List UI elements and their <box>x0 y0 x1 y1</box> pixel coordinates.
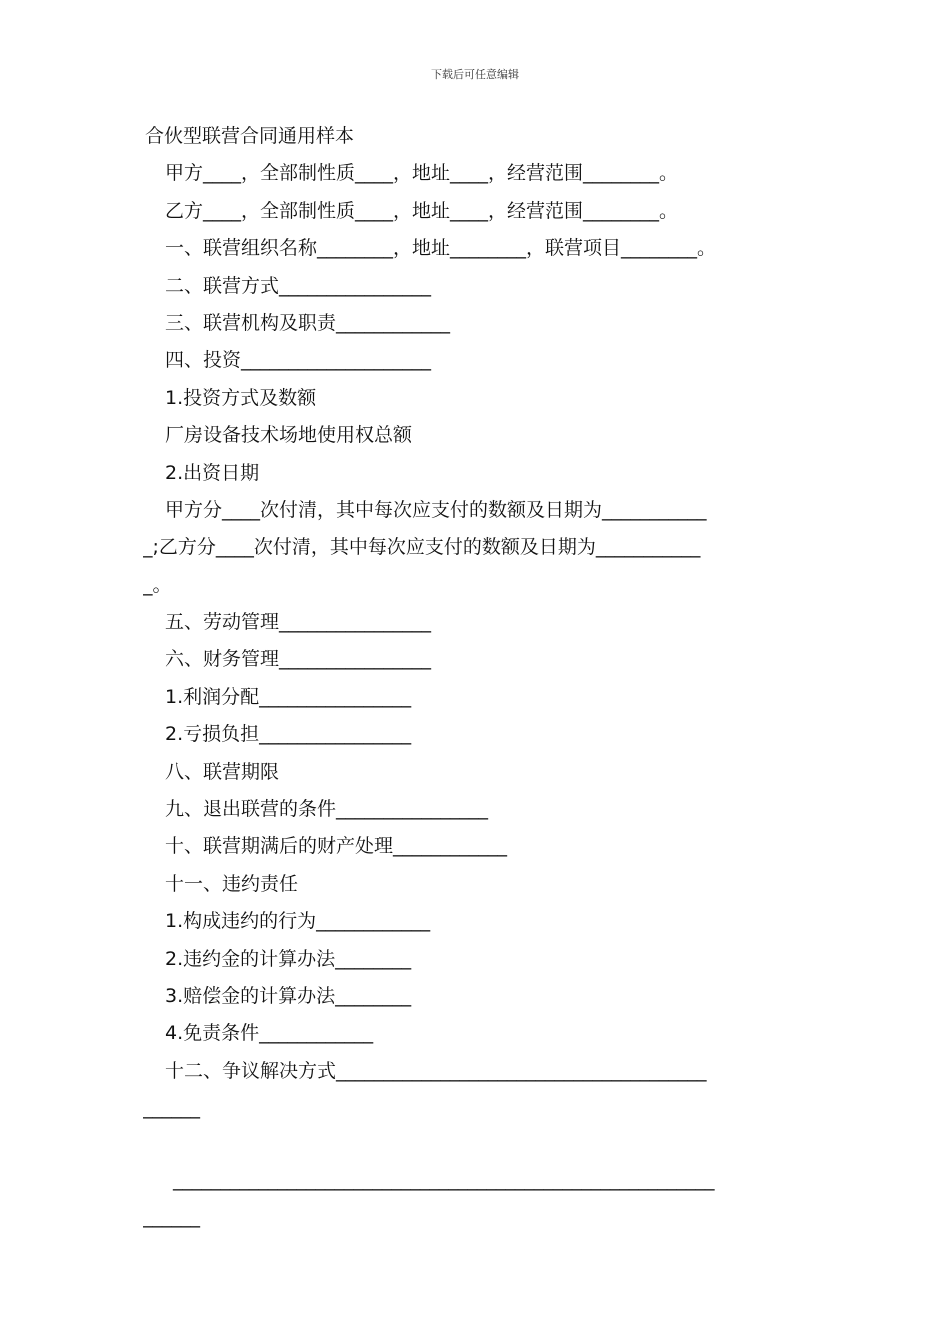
clause-4-1-method-amount: 1.投资方式及数额 <box>165 386 317 409</box>
clause-4-investment: 四、投资____________________ <box>165 349 432 372</box>
clause-6-1-profit: 1.利润分配________________ <box>165 685 412 708</box>
party-b-line: 乙方____，全部制性质____，地址____，经营范围________。 <box>165 199 679 222</box>
clause-6-finance: 六、财务管理________________ <box>165 648 432 671</box>
clause-11-2-penalty: 2.违约金的计算办法________ <box>165 947 412 970</box>
party-a-payment-line: 甲方分____次付清，其中每次应支付的数额及日期为___________ <box>165 498 707 521</box>
clause-12-dispute: 十二、争议解决方式_______________________________________ <box>165 1059 707 1082</box>
clause-3-institution: 三、联营机构及职责____________ <box>165 311 451 334</box>
clause-2-method: 二、联营方式________________ <box>165 274 432 297</box>
spacer <box>143 1128 808 1162</box>
clause-1-organization: 一、联营组织名称________，地址________，联营项目________。 <box>165 237 717 260</box>
payment-line-end: _。 <box>143 573 172 596</box>
clause-9-withdrawal: 九、退出联营的条件________________ <box>165 798 489 821</box>
page-header-note: 下载后可任意编辑 <box>431 68 519 81</box>
clause-5-labor: 五、劳动管理________________ <box>165 611 432 634</box>
party-a-line: 甲方____，全部制性质____，地址____，经营范围________。 <box>165 162 679 185</box>
clause-4-2-date: 2.出资日期 <box>165 461 260 484</box>
party-b-payment-line: _;乙方分____次付清，其中每次应支付的数额及日期为___________ <box>143 536 701 559</box>
contract-document <box>143 118 808 1236</box>
clause-4-assets: 厂房设备技术场地使用权总额 <box>165 424 413 447</box>
clause-10-property: 十、联营期满后的财产处理____________ <box>165 835 508 858</box>
blank-fill-line: _________________________________________________________ <box>173 1168 715 1191</box>
clause-11-4-exemption: 4.免责条件____________ <box>165 1022 374 1045</box>
document-title: 合伙型联营合同通用样本 <box>145 125 355 147</box>
clause-8-term: 八、联营期限 <box>165 760 280 783</box>
clause-11-3-compensation: 3.赔偿金的计算办法________ <box>165 984 412 1007</box>
clause-11-liability: 十一、违约责任 <box>165 872 299 895</box>
clause-11-1-breach: 1.构成违约的行为____________ <box>165 910 431 933</box>
blank-fill-line-end: ______ <box>143 1205 200 1228</box>
dispute-line-continuation: ______ <box>143 1097 200 1120</box>
clause-6-2-loss: 2.亏损负担________________ <box>165 723 412 746</box>
